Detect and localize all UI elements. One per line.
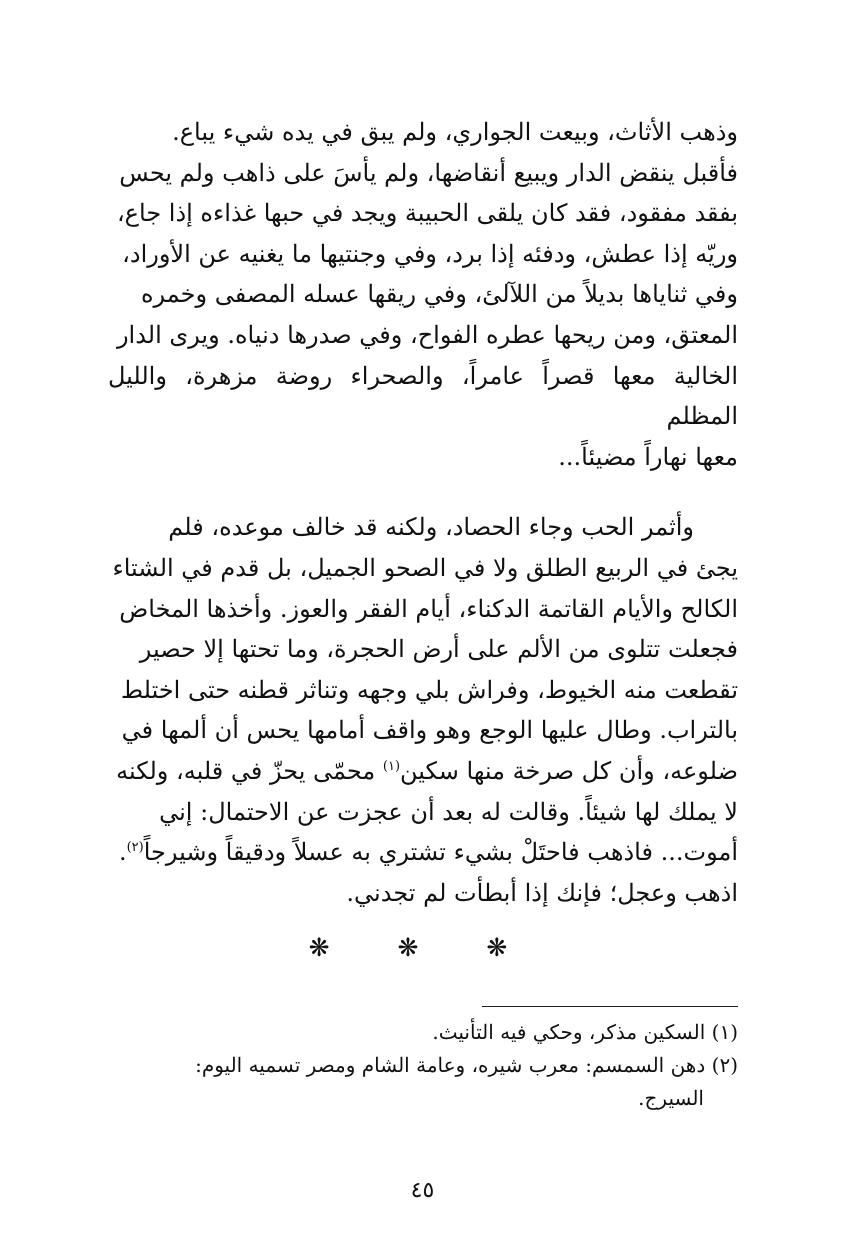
page-number: ٤٥ xyxy=(410,1178,435,1203)
paragraph-line: وأثمر الحب وجاء الحصاد، ولكنه قد خالف موعده، فلم xyxy=(168,513,694,542)
paragraph-1 xyxy=(108,112,738,477)
footnote-reference-1[interactable]: (١) xyxy=(382,758,401,774)
paragraph-line: اذهب وعجل؛ فإنك إذا أبطأت لم تجدني. xyxy=(346,878,738,907)
footnotes xyxy=(108,1016,738,1115)
paragraph-line: فأقبل ينقض الدار ويبيع أنقاضها، ولم يأسَ على ذاهب ولم يحس xyxy=(119,158,738,187)
footnote-text: دهن السمسم: معرب شيره، وعامة الشام ومصر تسميه اليوم: xyxy=(195,1053,706,1077)
footnote-reference-2[interactable]: (٢) xyxy=(126,840,144,856)
paragraph-line: معها نهاراً مضيئاً... xyxy=(558,442,738,471)
line-text: ضلوعه، وأن كل صرخة منها سكين xyxy=(400,756,738,785)
paragraph-line-with-note xyxy=(108,751,738,792)
paragraph-line: وذهب الأثاث، وبيعت الجواري، ولم يبق في يده شيء يباع. xyxy=(172,118,738,146)
line-text: أموت... فاذهب فاحتَلْ بشيء تشتري به عسلاً ودقيقاً وشيرجاً xyxy=(143,838,738,867)
paragraph-line-with-note xyxy=(108,832,738,873)
footnote-divider xyxy=(482,1006,738,1007)
paragraph-line: الكالح والأيام القاتمة الدكناء، أيام الفقر والعوز. وأخذها المخاض xyxy=(119,594,738,623)
paragraph-line: وريّه إذا عطش، ودفئه إذا برد، وفي وجنتيها ما يغنيه عن الأوراد، xyxy=(122,239,738,268)
paragraph-line: لا يملك لها شيئاً. وقالت له بعد أن عجزت عن الاحتمال: إني xyxy=(159,797,738,826)
footnote-marker: (١) xyxy=(711,1020,738,1044)
paragraph-line: فجعلت تتلوى من الألم على أرض الحجرة، وما تحتها إلا حصير xyxy=(139,635,738,664)
paragraph-line: بفقد مفقود، فقد كان يلقى الحبيبة ويجد في حبها غذاءه إذا جاع، xyxy=(116,199,738,228)
paragraph-line: يجئ في الربيع الطلق ولا في الصحو الجميل، بل قدم في الشتاء xyxy=(112,553,738,582)
paragraph-line: المعتق، ومن ريحها عطره الفواح، وفي صدرها دنياه. ويرى الدار xyxy=(116,320,738,349)
book-page-body xyxy=(108,112,738,962)
paragraph-line: بالتراب. وطال عليها الوجع وهو واقف أمامها يحس أن ألمها في xyxy=(121,716,738,745)
footnote-text: السكين مذكر، وحكي فيه التأنيث. xyxy=(432,1020,706,1044)
line-text: محمّى يحزّ في قلبه، ولكنه xyxy=(116,756,383,785)
asterism-separator: ❋ ❋ ❋ xyxy=(308,933,538,963)
footnote-1 xyxy=(108,1016,738,1049)
footnote-marker: (٢) xyxy=(711,1053,738,1077)
paragraph-line: الخالية معها قصراً عامراً، والصحراء روضة مزهرة، والليل المظلم xyxy=(108,361,738,431)
paragraph-2 xyxy=(108,507,738,913)
paragraph-line: تقطعت منه الخيوط، وفراش بلي وجهه وتناثر قطنه حتى اختلط xyxy=(120,675,738,704)
line-text: . xyxy=(118,838,127,867)
footnote-2 xyxy=(108,1049,738,1115)
footnote-continuation: السيرج. xyxy=(638,1086,704,1110)
paragraph-line: وفي ثناياها بديلاً من اللآلئ، وفي ريقها عسله المصفى وخمره xyxy=(140,280,738,309)
